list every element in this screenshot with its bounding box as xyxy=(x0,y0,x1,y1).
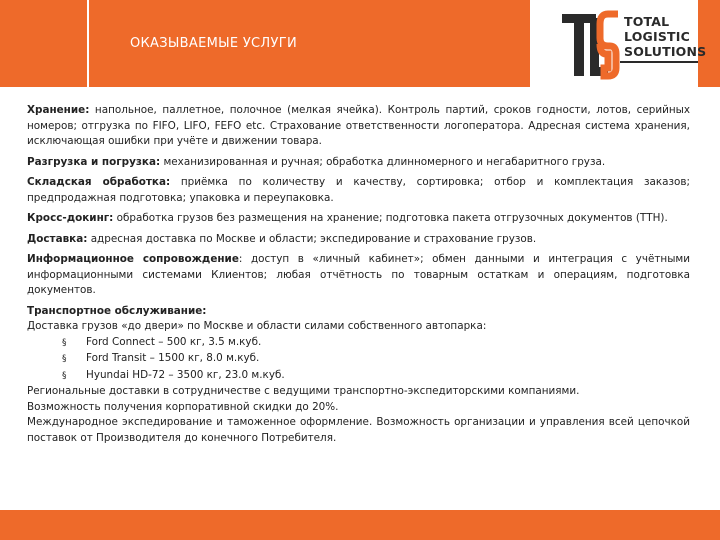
vehicle-text: Ford Connect – 500 кг, 3.5 м.куб. xyxy=(86,335,262,348)
footer-band xyxy=(0,510,720,540)
logo-word-solutions: SOLUTIONS xyxy=(624,44,707,59)
section-label: Доставка: xyxy=(27,232,88,245)
logo-wordmark xyxy=(624,14,706,59)
section-information xyxy=(27,252,690,299)
list-item xyxy=(62,351,690,368)
transport-discount: Возможность получения корпоративной скидки до 20%. xyxy=(27,400,339,413)
logo-word-total: TOTAL xyxy=(624,14,670,29)
logo-underline xyxy=(620,61,698,63)
section-label: Информационное сопровождение xyxy=(27,253,239,265)
list-item xyxy=(62,335,690,352)
section-text: : доступ в «личный кабинет»; обмен данными и интеграция с учётными информационными системами Клиентов; любая отчётность по товарным остаткам и операциям, подготовка документов. xyxy=(27,253,690,296)
section-label: Транспортное обслуживание: xyxy=(27,304,207,317)
bullet-icon: § xyxy=(62,370,67,381)
section-label: Складская обработка: xyxy=(27,176,171,188)
transport-regional: Региональные доставки в сотрудничестве с ведущими транспортно-экспедиторскими компаниями. xyxy=(27,385,580,397)
section-storage xyxy=(27,103,690,150)
section-text: адресная доставка по Москве и области; экспедирование и страхование грузов. xyxy=(87,232,537,245)
transport-intro: Доставка грузов «до двери» по Москве и области силами собственного автопарка: xyxy=(27,320,487,332)
section-label: Разгрузка и погрузка: xyxy=(27,155,161,168)
vehicle-list xyxy=(27,335,690,385)
section-label: Хранение: xyxy=(27,104,90,116)
logo-word-logistic: LOGISTIC xyxy=(624,29,691,44)
list-item xyxy=(62,368,690,385)
services-content xyxy=(27,103,690,446)
section-text: напольное, паллетное, полочное (мелкая ячейка). Контроль партий, сроков годности, лотов, серийных номеров; отгрузка по FIFO, LIFO, FEFO etc. Страхование ответственности логоператора. Адресная система хранения, исключающая ошибки при учёте и движении товара. xyxy=(27,104,690,147)
bullet-icon: § xyxy=(62,337,67,348)
section-transport xyxy=(27,304,690,447)
vehicle-text: Hyundai HD-72 – 3500 кг, 23.0 м.куб. xyxy=(86,368,285,381)
header-divider xyxy=(87,0,89,87)
section-warehouse-processing xyxy=(27,175,690,206)
section-label: Кросс-докинг: xyxy=(27,212,114,224)
section-delivery xyxy=(27,232,690,248)
section-cross-docking xyxy=(27,211,690,227)
vehicle-text: Ford Transit – 1500 кг, 8.0 м.куб. xyxy=(86,352,260,364)
section-loading xyxy=(27,155,690,171)
page-title: ОКАЗЫВАЕМЫЕ УСЛУГИ xyxy=(130,36,297,51)
bullet-icon: § xyxy=(62,354,67,364)
section-text: механизированная и ручная; обработка длинномерного и негабаритного груза. xyxy=(160,155,606,168)
section-text: приёмка по количеству и качеству, сортировка; отбор и комплектация заказов; предпродажная подготовка; упаковка и переупаковка. xyxy=(27,176,690,204)
section-text: обработка грузов без размещения на хранение; подготовка пакета отгрузочных документов (ТТН). xyxy=(113,212,668,224)
transport-international: Международное экспедирование и таможенное оформление. Возможность организации и управления всей цепочкой поставок от Производителя до конечного Потребителя. xyxy=(27,416,690,444)
